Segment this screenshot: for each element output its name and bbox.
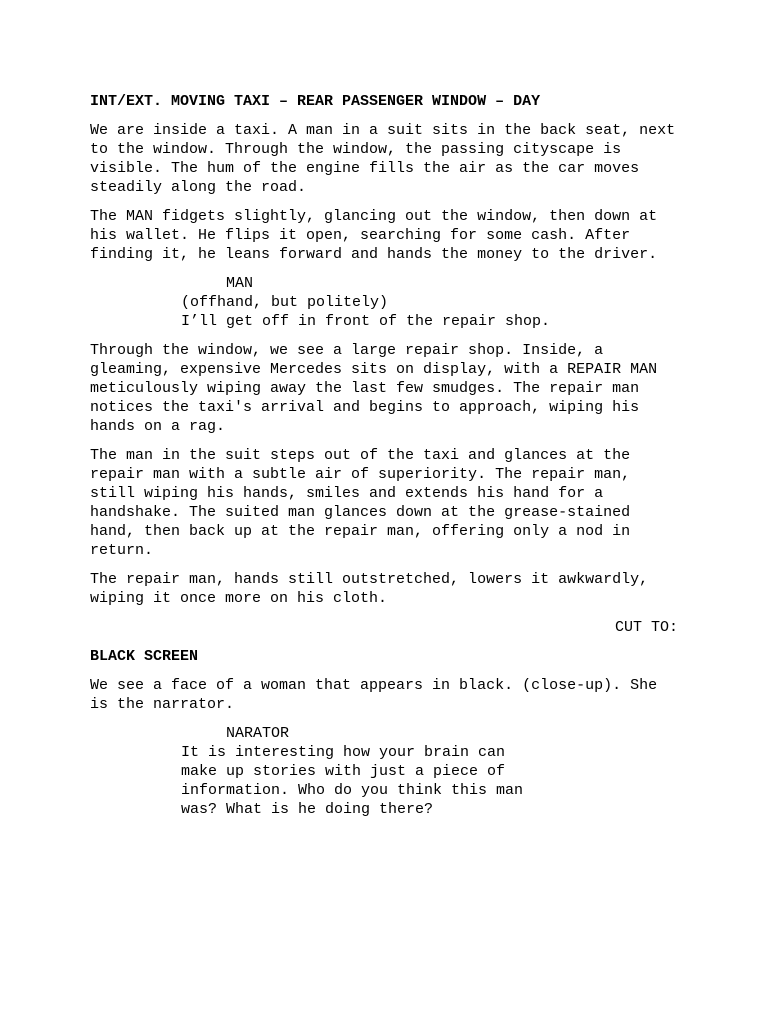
dialogue-line: was? What is he doing there? xyxy=(181,801,434,818)
action-line: is the narrator. xyxy=(90,696,235,713)
action-line: repair man with a subtle air of superiority. The repair man, xyxy=(90,466,631,483)
dialogue-line: make up stories with just a piece of xyxy=(181,763,506,780)
transition: CUT TO: xyxy=(614,619,678,636)
scene-heading: BLACK SCREEN xyxy=(90,648,199,665)
dialogue-line: I’ll get off in front of the repair shop. xyxy=(181,313,551,330)
dialogue-block xyxy=(90,274,690,331)
action-line: handshake. The suited man glances down at the grease-stained xyxy=(90,504,631,521)
character-name: MAN xyxy=(226,275,254,292)
action-paragraph xyxy=(90,446,690,560)
dialogue-line: information. Who do you think this man xyxy=(181,782,524,799)
script-page xyxy=(90,92,690,829)
parenthetical: (offhand, but politely) xyxy=(181,294,389,311)
action-line: return. xyxy=(90,542,154,559)
action-line: notices the taxi's arrival and begins to approach, wiping his xyxy=(90,399,640,416)
action-line: The MAN fidgets slightly, glancing out the window, then down at xyxy=(90,208,658,225)
action-line: finding it, he leans forward and hands the money to the driver. xyxy=(90,246,658,263)
action-line: Through the window, we see a large repair shop. Inside, a xyxy=(90,342,604,359)
action-paragraph xyxy=(90,341,690,436)
action-line: We are inside a taxi. A man in a suit sits in the back seat, next xyxy=(90,122,676,139)
action-line: hands on a rag. xyxy=(90,418,226,435)
dialogue-block xyxy=(90,724,690,819)
action-line: We see a face of a woman that appears in black. (close-up). She xyxy=(90,677,658,694)
action-line: hand, then back up at the repair man, offering only a nod in xyxy=(90,523,631,540)
action-line: to the window. Through the window, the passing cityscape is xyxy=(90,141,622,158)
action-line: his wallet. He flips it open, searching for some cash. After xyxy=(90,227,631,244)
action-paragraph xyxy=(90,207,690,264)
action-line: wiping it once more on his cloth. xyxy=(90,590,388,607)
action-line: meticulously wiping away the last few smudges. The repair man xyxy=(90,380,640,397)
character-name: NARATOR xyxy=(226,725,290,742)
action-line: The repair man, hands still outstretched, lowers it awkwardly, xyxy=(90,571,649,588)
action-line: The man in the suit steps out of the taxi and glances at the xyxy=(90,447,631,464)
action-line: still wiping his hands, smiles and extends his hand for a xyxy=(90,485,604,502)
scene-heading: INT/EXT. MOVING TAXI – REAR PASSENGER WINDOW – DAY xyxy=(90,93,541,110)
action-paragraph xyxy=(90,570,690,608)
action-line: gleaming, expensive Mercedes sits on display, with a REPAIR MAN xyxy=(90,361,658,378)
action-paragraph xyxy=(90,676,690,714)
dialogue-line: It is interesting how your brain can xyxy=(181,744,506,761)
action-line: steadily along the road. xyxy=(90,179,307,196)
action-paragraph xyxy=(90,121,690,197)
action-line: visible. The hum of the engine fills the air as the car moves xyxy=(90,160,640,177)
